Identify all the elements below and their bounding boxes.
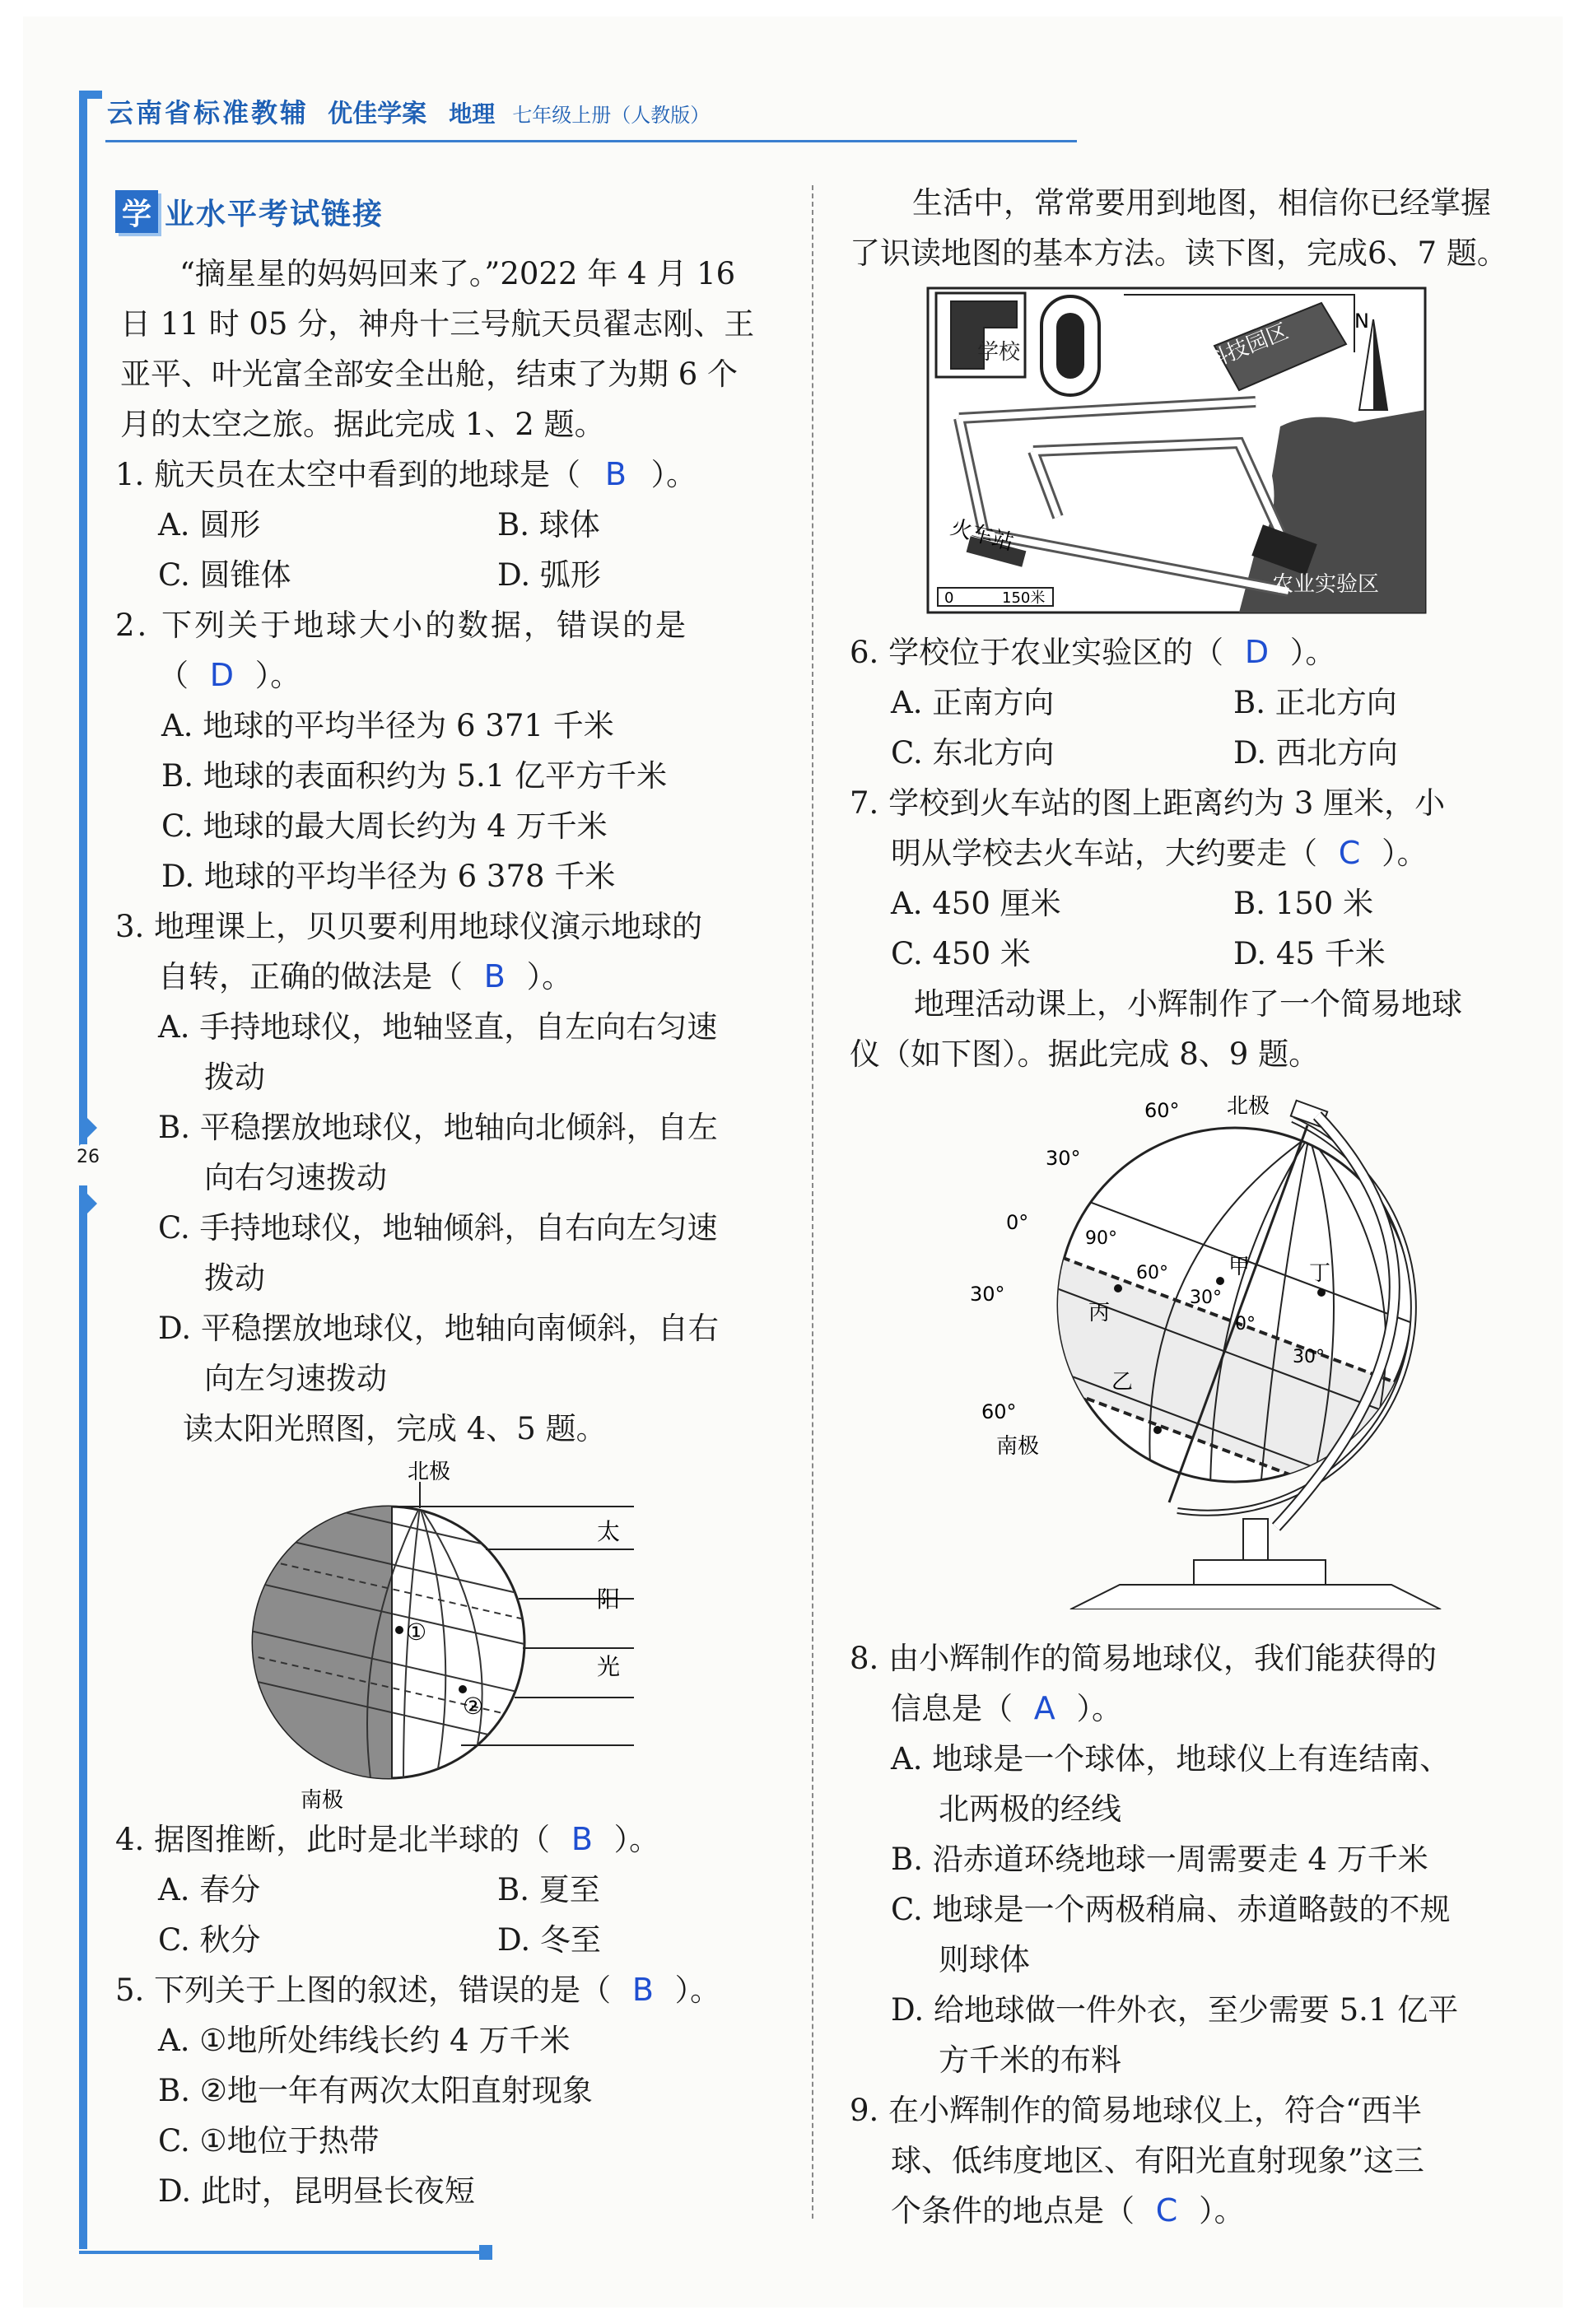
q4-option-c: C. 秋分	[158, 1922, 261, 1958]
page-number: 26	[77, 1147, 100, 1167]
q2-open: （	[158, 658, 189, 693]
q3-option-b-1: B. 平稳摆放地球仪，地轴向北倾斜，自左	[158, 1110, 718, 1145]
globe-lon-30b: 30°	[1293, 1347, 1325, 1367]
globe-point-bing: 丙	[1088, 1301, 1111, 1325]
q2-option-b: B. 地球的表面积约为 5.1 亿平方千米	[161, 758, 668, 794]
q6-end: ）。	[1289, 635, 1336, 670]
q6-stem-text: 6. 学校位于农业实验区的（	[850, 635, 1224, 670]
section-title-icon: 学	[115, 190, 158, 233]
q2-stem: 2. 下列关于地球大小的数据，错误的是	[115, 608, 689, 643]
q9-answer: C	[1155, 2192, 1178, 2229]
q1-option-c: C. 圆锥体	[158, 557, 291, 593]
q8-option-a-2: 北两极的经线	[939, 1791, 1121, 1827]
q8-answer: A	[1033, 1690, 1055, 1726]
q1-option-d: D. 弧形	[497, 557, 601, 593]
intro-line-4: 月的太空之旅。据此完成 1、2 题。	[120, 407, 605, 442]
q3-option-c-2: 拨动	[204, 1260, 265, 1296]
sun-label-3: 光	[597, 1653, 621, 1680]
q2-option-c: C. 地球的最大周长约为 4 万千米	[161, 808, 608, 844]
map-label-school: 学校	[977, 340, 1021, 365]
globe-lon-30: 30°	[1190, 1288, 1222, 1308]
intro-line-1: “摘星星的妈妈回来了。”2022 年 4 月 16	[179, 256, 736, 291]
q8-stem-2-text: 信息是（	[891, 1691, 1013, 1726]
q7-option-b: B. 150 米	[1233, 886, 1374, 921]
q4-stem-text: 4. 据图推断，此时是北半球的（	[115, 1822, 551, 1857]
q7-option-d: D. 45 千米	[1233, 936, 1386, 971]
globe-lat-60n: 60°	[1144, 1099, 1180, 1122]
intro-line-3: 亚平、叶光富全部安全出舱，结束了为期 6 个	[120, 356, 739, 392]
q5-stem-text: 5. 下列关于上图的叙述，错误的是（	[115, 1972, 612, 2008]
q2-end: ）。	[254, 658, 301, 693]
q4-stem	[115, 1814, 659, 1865]
q5-option-d: D. 此时，昆明昼长夜短	[158, 2173, 475, 2209]
q6-answer: D	[1244, 634, 1270, 670]
map-figure	[926, 286, 1428, 616]
q2-answer: D	[209, 657, 235, 693]
globe-intro-line-1: 地理活动课上，小辉制作了一个简易地球	[914, 986, 1462, 1022]
left-margin-bar-bottom	[79, 1185, 87, 2249]
map-intro-line-2: 了识读地图的基本方法。读下图，完成6、7 题。	[850, 235, 1507, 271]
globe-lat-30s: 30°	[970, 1283, 1005, 1306]
sun-label-south: 南极	[301, 1788, 344, 1811]
q5-option-b: B. ②地一年有两次太阳直射现象	[158, 2073, 593, 2108]
footer-rule	[79, 2251, 491, 2254]
q5-stem	[115, 1965, 720, 2015]
q5-option-c: C. ①地位于热带	[158, 2123, 380, 2159]
sun-label-1: 太	[597, 1518, 621, 1545]
map-label-station: 火车站	[948, 515, 1017, 556]
q3-option-d-1: D. 平稳摆放地球仪，地轴向南倾斜，自右	[158, 1311, 719, 1346]
q1-end: ）。	[650, 457, 697, 492]
left-margin-bar-top	[79, 91, 87, 1144]
q6-option-c: C. 东北方向	[891, 735, 1055, 771]
q7-stem-2	[891, 828, 1428, 878]
q3-option-a-2: 拨动	[204, 1060, 265, 1095]
sunlight-figure	[247, 1457, 659, 1811]
q5-option-a: A. ①地所处纬线长约 4 万千米	[158, 2023, 571, 2058]
q5-end: ）。	[674, 1972, 721, 2008]
globe-lat-60s: 60°	[981, 1400, 1017, 1423]
map-label-farm: 农业实验区	[1272, 572, 1380, 597]
q3-option-a-1: A. 手持地球仪，地轴竖直，自左向右匀速	[158, 1009, 718, 1045]
q9-stem-1: 9. 在小辉制作的简易地球仪上，符合“西半	[850, 2093, 1422, 2128]
globe-lon-60: 60°	[1136, 1263, 1168, 1283]
footer-square	[479, 2245, 492, 2260]
header-subject: 地理	[449, 100, 496, 128]
q1-option-a: A. 圆形	[158, 507, 261, 543]
globe-intro-line-2: 仪（如下图）。据此完成 8、9 题。	[850, 1036, 1320, 1072]
q4-end: ）。	[613, 1822, 660, 1857]
header-series: 优佳学案	[328, 100, 427, 128]
q2-option-a: A. 地球的平均半径为 6 371 千米	[161, 708, 614, 743]
intro-line-2: 日 11 时 05 分，神舟十三号航天员翟志刚、王	[120, 306, 755, 342]
header-rule	[105, 140, 1077, 142]
q8-stem-2	[891, 1684, 1122, 1734]
q7-answer: C	[1338, 835, 1361, 871]
q6-option-b: B. 正北方向	[1233, 685, 1397, 720]
page-header	[107, 92, 710, 130]
q8-option-b: B. 沿赤道环绕地球一周需要走 4 万千米	[891, 1842, 1428, 1877]
q9-stem-3-text: 个条件的地点是（	[891, 2193, 1135, 2229]
column-divider	[812, 185, 813, 2219]
q8-stem-1: 8. 由小辉制作的简易地球仪，我们能获得的	[850, 1641, 1438, 1676]
q9-end: ）。	[1199, 2193, 1245, 2229]
globe-south-pole: 南极	[996, 1434, 1040, 1459]
q7-end: ）。	[1382, 836, 1428, 871]
scale-distance: 150米	[1002, 589, 1046, 607]
q9-stem-2: 球、低纬度地区、有阳光直射现象”这三	[891, 2143, 1424, 2178]
q6-option-d: D. 西北方向	[1233, 735, 1398, 771]
q8-option-c-1: C. 地球是一个两极稍扁、赤道略鼓的不规	[891, 1892, 1451, 1927]
point-2-label: ②	[463, 1693, 484, 1720]
q7-option-c: C. 450 米	[891, 936, 1031, 971]
q9-stem-3	[891, 2186, 1245, 2236]
q7-option-a: A. 450 厘米	[891, 886, 1061, 921]
q4-answer: B	[571, 1821, 593, 1857]
globe-base	[1070, 1585, 1441, 1609]
q3-option-d-2: 向左匀速拨动	[204, 1361, 387, 1396]
night-side	[247, 1457, 392, 1811]
q4-option-a: A. 春分	[158, 1872, 261, 1907]
point-1-label: ①	[406, 1618, 427, 1646]
q1-answer: B	[604, 456, 627, 492]
q6-option-a: A. 正南方向	[891, 685, 1055, 720]
map-label-tech: 科技园区	[1203, 319, 1293, 375]
q3-stem-2	[158, 952, 572, 1002]
q8-end: ）。	[1076, 1691, 1123, 1726]
globe-point-jia: 甲	[1228, 1255, 1251, 1279]
section-title-text: 业水平考试链接	[165, 197, 384, 231]
header-brand: 云南省标准教辅	[107, 97, 310, 128]
q3-option-c-1: C. 手持地球仪，地轴倾斜，自右向左匀速	[158, 1210, 718, 1246]
q4-option-d: D. 冬至	[497, 1922, 601, 1958]
globe-lat-30n: 30°	[1046, 1147, 1081, 1170]
q7-stem-2-text: 明从学校去火车站，大约要走（	[891, 836, 1317, 871]
sun-label-2: 阳	[597, 1586, 621, 1613]
q8-option-d-2: 方千米的布料	[939, 2042, 1121, 2078]
q8-option-c-2: 则球体	[939, 1942, 1030, 1977]
map-label-north: N	[1354, 310, 1369, 333]
q3-stem-2-text: 自转，正确的做法是（	[158, 959, 463, 994]
globe-eq: 0°	[1006, 1211, 1029, 1234]
globe-lon-0: 0°	[1235, 1314, 1256, 1334]
q8-option-d-1: D. 给地球做一件外衣，至少需要 5.1 亿平	[891, 1992, 1459, 2028]
globe-point-yi: 乙	[1111, 1370, 1134, 1395]
q4-option-b: B. 夏至	[497, 1872, 600, 1907]
globe-north-pole: 北极	[1227, 1094, 1270, 1119]
q7-stem-1: 7. 学校到火车站的图上距离约为 3 厘米，小	[850, 785, 1446, 821]
q3-answer: B	[483, 958, 506, 994]
header-grade: 七年级上册（人教版）	[512, 104, 711, 127]
page-marker-top	[79, 1110, 97, 1146]
globe-figure	[963, 1083, 1457, 1609]
q1-option-b: B. 球体	[497, 507, 600, 543]
scale-zero: 0	[944, 589, 954, 607]
q6-stem	[850, 627, 1335, 678]
q1-stem	[115, 449, 697, 500]
q3-stem-1: 3. 地理课上，贝贝要利用地球仪演示地球的	[115, 909, 703, 944]
map-intro-line-1: 生活中，常常要用到地图，相信你已经掌握	[912, 185, 1491, 221]
globe-point-ding: 丁	[1309, 1261, 1331, 1286]
globe-lon-90: 90°	[1085, 1228, 1117, 1249]
q3-option-b-2: 向右匀速拨动	[204, 1160, 387, 1195]
q3-end: ）。	[526, 959, 573, 994]
q2-answer-line	[158, 650, 301, 701]
q8-option-a-1: A. 地球是一个球体，地球仪上有连结南、	[891, 1741, 1451, 1777]
sun-label-north: 北极	[408, 1460, 451, 1484]
section-title	[115, 188, 384, 235]
q1-stem-text: 1. 航天员在太空中看到的地球是（	[115, 457, 581, 492]
q2-option-d: D. 地球的平均半径为 6 378 千米	[161, 859, 616, 894]
q5-answer: B	[631, 1972, 654, 2008]
sun-intro: 读太阳光照图，完成 4、5 题。	[183, 1411, 607, 1446]
